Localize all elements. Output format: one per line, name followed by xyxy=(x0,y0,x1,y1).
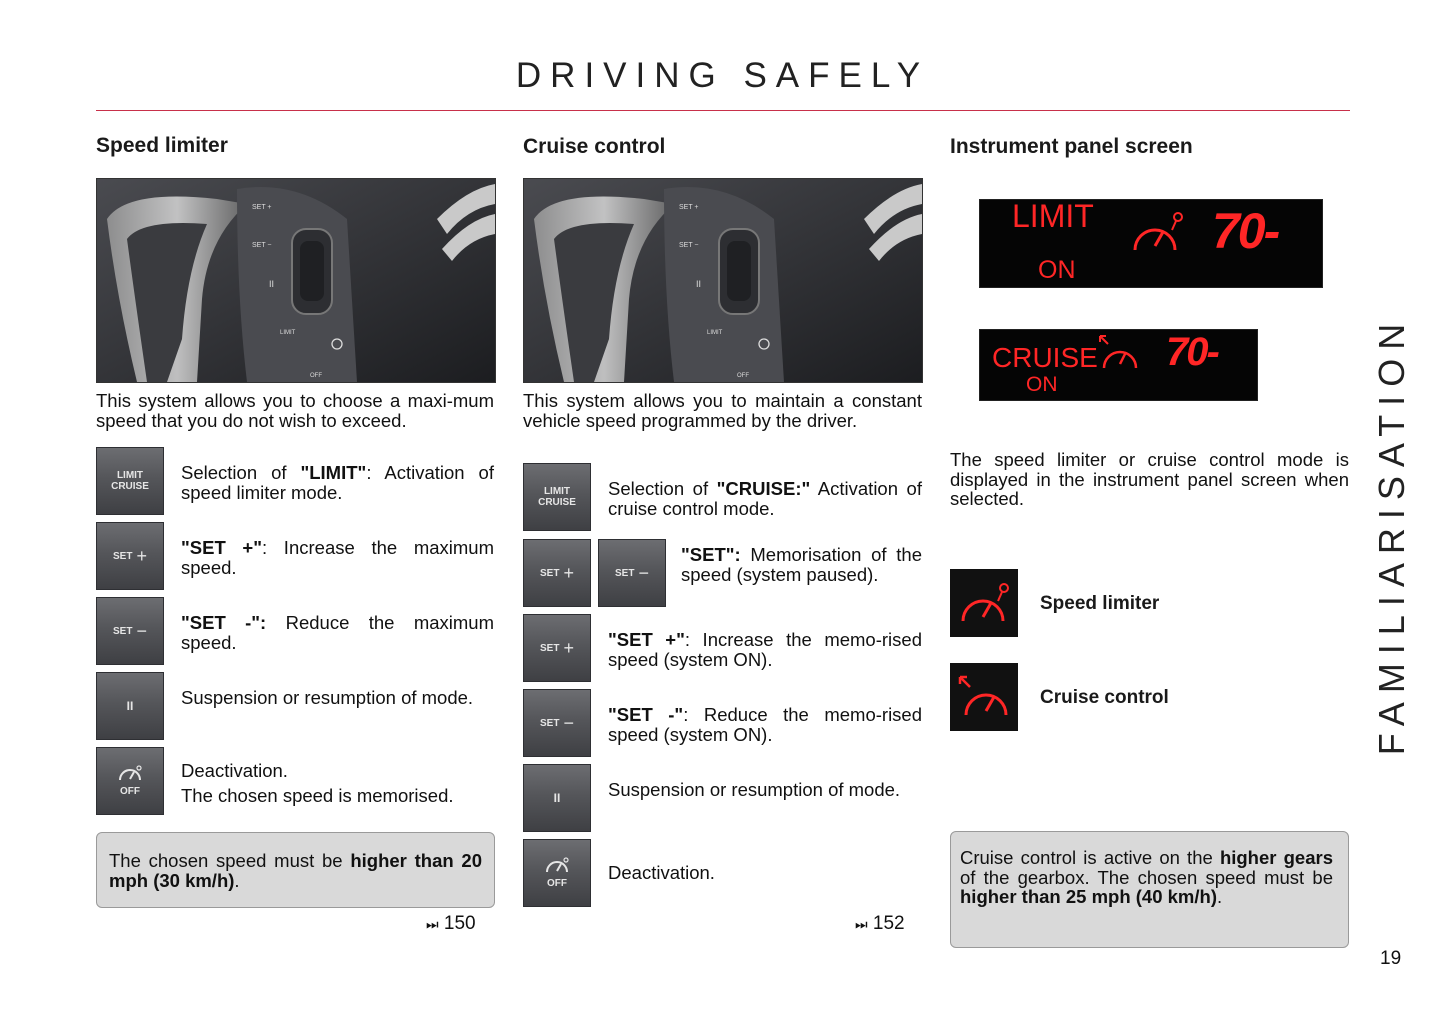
svg-text:SET −: SET − xyxy=(679,242,699,249)
steering-wheel-photo xyxy=(96,178,496,383)
set-minus-description: "SET -": Reduce the maximum speed. xyxy=(181,612,494,653)
header-rule xyxy=(96,110,1350,111)
cruise-control-icon xyxy=(1098,334,1143,372)
speedometer-off-icon xyxy=(544,857,570,875)
svg-text:SET −: SET − xyxy=(252,242,272,249)
svg-text:II: II xyxy=(269,279,275,289)
skip-forward-icon: ⏭ xyxy=(426,916,439,932)
set-plus-description-2: "SET +": Increase the memo-rised speed (system ON). xyxy=(608,629,922,670)
instrument-panel-heading: Instrument panel screen xyxy=(950,135,1193,158)
lcd-mode-limit: LIMIT xyxy=(1012,198,1094,234)
speed-limiter-icon xyxy=(958,581,1010,625)
set-plus-description: "SET +": Increase the maximum speed. xyxy=(181,537,494,578)
limit-label: LIMIT xyxy=(116,470,144,481)
lcd-state-on: ON xyxy=(1038,256,1076,284)
limit-cruise-button[interactable] xyxy=(96,447,164,515)
page-ref-150[interactable]: ⏭ 150 xyxy=(426,913,476,934)
cruise-lcd-display xyxy=(979,329,1258,401)
set-minus-button-2[interactable]: SET − xyxy=(598,539,666,607)
set-plus-button-3[interactable]: SET + xyxy=(523,614,591,682)
cruise-description: Selection of "CRUISE:" Activation of cruise control mode. xyxy=(608,478,922,519)
set-memorisation-description: "SET": Memorisation of the speed (system paused). xyxy=(681,544,922,585)
svg-text:OFF: OFF xyxy=(737,373,749,379)
svg-text:SET +: SET + xyxy=(252,204,272,211)
pause-description-2: Suspension or resumption of mode. xyxy=(608,779,901,800)
off-description: Deactivation. The chosen speed is memorised. xyxy=(181,760,454,806)
svg-text:II: II xyxy=(696,279,702,289)
speed-limiter-icon xyxy=(1130,210,1185,255)
set-minus-button[interactable]: SET − xyxy=(96,597,164,665)
speed-limiter-note: The chosen speed must be higher than 20 mph (30 km/h). xyxy=(96,832,495,908)
off-button[interactable]: OFF xyxy=(96,747,164,815)
pause-button-2[interactable]: II xyxy=(523,764,591,832)
speedometer-off-icon xyxy=(117,765,143,783)
limit-lcd-display xyxy=(979,199,1323,288)
lcd-mode-cruise: CRUISE xyxy=(992,342,1098,373)
set-plus-button-2[interactable]: SET + xyxy=(523,539,591,607)
speed-limiter-legend-label: Speed limiter xyxy=(1040,593,1160,614)
pause-button[interactable]: II xyxy=(96,672,164,740)
steering-wheel-photo-2 xyxy=(523,178,923,383)
lcd-speed-cruise: 70- xyxy=(1166,330,1218,374)
lcd-speed-limit: 70- xyxy=(1212,203,1279,259)
cruise-control-legend-label: Cruise control xyxy=(1040,687,1169,708)
cruise-control-note: Cruise control is active on the higher gears of the gearbox. The chosen speed must be higher than 25 mph (40 km/h). xyxy=(950,831,1349,948)
cruise-control-heading: Cruise control xyxy=(523,135,666,158)
cruise-control-legend-icon xyxy=(950,663,1018,731)
page-title: DRIVING SAFELY xyxy=(515,56,930,95)
svg-text:SET +: SET + xyxy=(679,204,699,211)
speed-limiter-legend-icon xyxy=(950,569,1018,637)
cruise-control-intro: This system allows you to maintain a constant vehicle speed programmed by the driver. xyxy=(523,390,922,431)
cruise-label: CRUISE xyxy=(111,481,149,492)
limit-description: Selection of "LIMIT": Activation of speed limiter mode. xyxy=(181,462,494,503)
svg-text:LIMIT: LIMIT xyxy=(280,330,296,336)
off-button-2[interactable]: OFF xyxy=(523,839,591,907)
pause-description: Suspension or resumption of mode. xyxy=(181,687,474,708)
section-tab: FAMILIARISATION xyxy=(1371,314,1412,756)
svg-text:OFF: OFF xyxy=(310,373,322,379)
set-plus-button[interactable]: SET + xyxy=(96,522,164,590)
page-ref-152[interactable]: ⏭ 152 xyxy=(855,913,905,934)
svg-text:LIMIT: LIMIT xyxy=(707,330,723,336)
set-minus-button-3[interactable]: SET − xyxy=(523,689,591,757)
skip-forward-icon: ⏭ xyxy=(855,916,868,932)
speed-limiter-heading: Speed limiter xyxy=(96,134,228,157)
lcd-state-on-2: ON xyxy=(1026,373,1058,396)
limit-cruise-button-2[interactable]: LIMIT CRUISE xyxy=(523,463,591,531)
set-minus-description-2: "SET -": Reduce the memo-rised speed (system ON). xyxy=(608,704,923,745)
instrument-panel-description: The speed limiter or cruise control mode is displayed in the instrument panel screen when selected. xyxy=(950,449,1349,509)
off-description-2: Deactivation. xyxy=(608,862,715,883)
cruise-control-icon xyxy=(958,675,1010,719)
page-number: 19 xyxy=(1380,948,1402,969)
speed-limiter-intro: This system allows you to choose a maxi-mum speed that you do not wish to exceed. xyxy=(96,390,494,431)
